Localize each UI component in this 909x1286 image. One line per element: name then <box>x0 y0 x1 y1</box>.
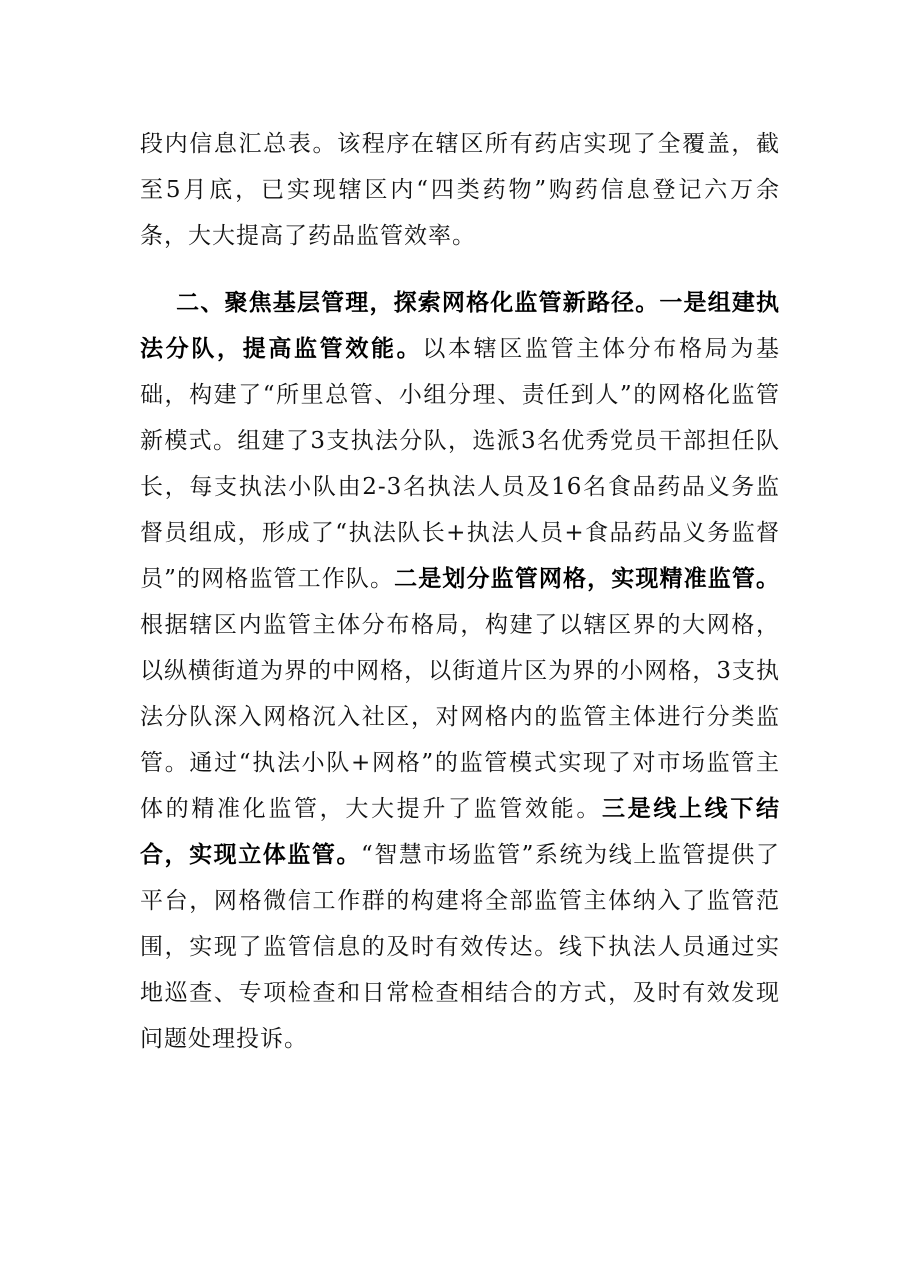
point-2-title: 二是划分监管网格，实现精准监管。 <box>394 565 781 592</box>
point-3-title: 三是线上线下结合，实现立体监管。 <box>140 795 781 868</box>
section-heading: 二、聚焦基层管理，探索网格化监管新路径。 <box>176 289 660 316</box>
paragraph-2 <box>140 280 780 1062</box>
paragraph-1-text: 段内信息汇总表。该程序在辖区所有药店实现了全覆盖，截至5月底，已实现辖区内“四类药物”购药信息登记六万余条，大大提高了药品监管效率。 <box>140 131 780 249</box>
point-3-body: “智慧市场监管”系统为线上监管提供了平台，网格微信工作群的构建将全部监管主体纳入了监管范围，实现了监管信息的及时有效传达。线下执法人员通过实地巡查、专项检查和日常检查相结合的方式，及时有效发现问题处理投诉。 <box>140 842 780 1052</box>
point-1-title: 一是组建执法分队，提高监管效能。 <box>140 289 781 362</box>
point-1-body: 以本辖区监管主体分布格局为基础，构建了“所里总管、小组分理、责任到人”的网格化监管新模式。组建了3支执法分队，选派3名优秀党员干部担任队长，每支执法小队由2-3名执法人员及16名食品药品义务监督员组成，形成了“执法队长+执法人员+食品药品义务监督员”的网格监管工作队。 <box>140 336 781 592</box>
point-2-body: 根据辖区内监管主体分布格局，构建了以辖区界的大网格，以纵横街道为界的中网格，以街道片区为界的小网格，3支执法分队深入网格沉入社区，对网格内的监管主体进行分类监管。通过“执法小队+网格”的监管模式实现了对市场监管主体的精准化监管，大大提升了监管效能。 <box>140 612 780 822</box>
paragraph-1 <box>140 121 780 259</box>
